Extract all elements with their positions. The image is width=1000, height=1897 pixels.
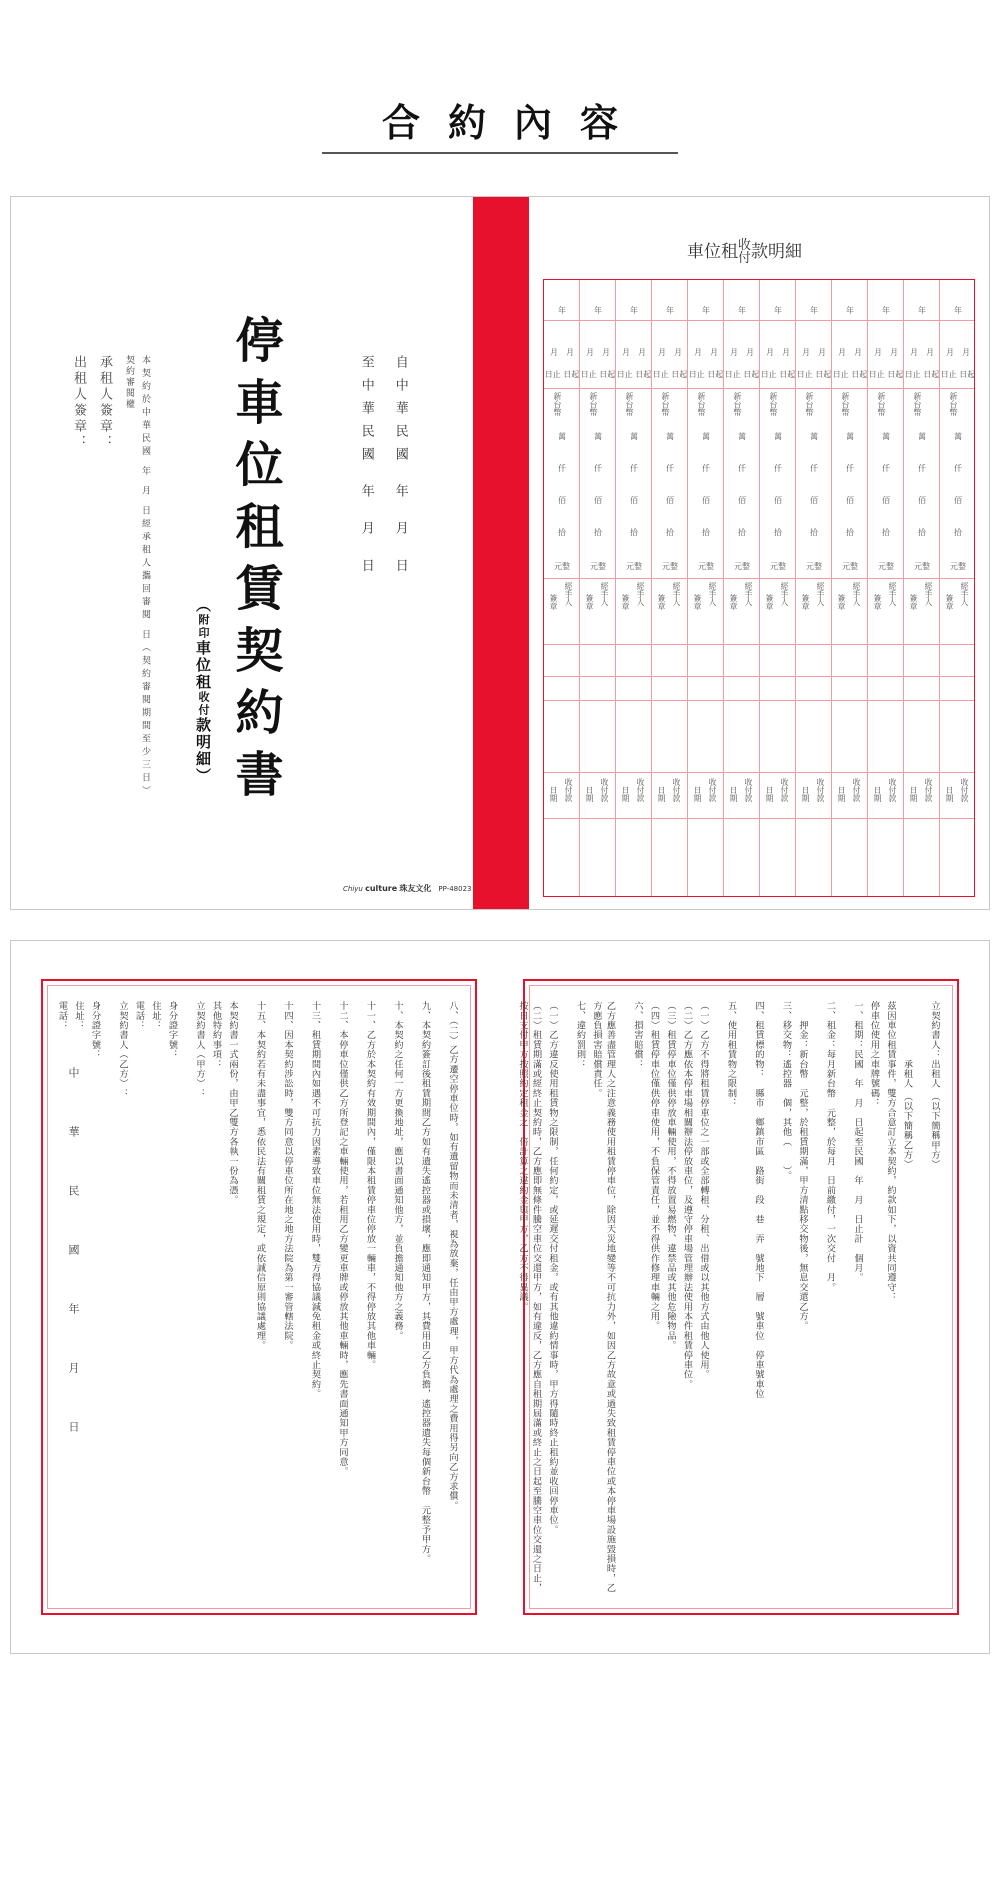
yuan-zheng-label: 元整 xyxy=(914,562,930,571)
contract-clause: （二）租賃期滿或經終止契約時，乙方應即無條件騰空車位交還甲方，如有違反，乙方應自租期屆滿或終止之日起至騰空車位交還之日止，按日支付甲方按照約定租金之 倍計算之違約金與甲方，乙方不得異議。 xyxy=(517,1001,542,1593)
review-label: 契約審閱權 xyxy=(124,355,134,410)
qian-label: 仟 xyxy=(702,464,710,473)
wan-label: 萬 xyxy=(558,432,566,441)
day-label: 日止 日起 xyxy=(796,370,832,379)
contract-clause: （一）乙方不得將租賃停車位之一部或全部轉租、分租、出借或以其他方式由他人使用。 xyxy=(698,1001,709,1380)
year-label: 年 xyxy=(846,306,854,315)
year-label: 年 xyxy=(630,306,638,315)
contract-clause: 一、租期：民國 年 月 日起至民國 年 月 日止計 個月。 xyxy=(852,1001,863,1283)
bai-label: 佰 xyxy=(738,496,746,505)
wan-label: 萬 xyxy=(846,432,854,441)
yuan-zheng-label: 元整 xyxy=(878,562,894,571)
receipt-column xyxy=(904,280,940,896)
currency-label: 新台幣 xyxy=(625,392,634,416)
terms-frame-right xyxy=(517,979,959,1615)
handler-label: 經手人 xyxy=(780,582,789,606)
year-label: 年 xyxy=(774,306,782,315)
recv-pay-label: 收付款 xyxy=(852,778,861,802)
sign-label: 簽章 xyxy=(657,594,666,610)
date-label: 日期 xyxy=(801,786,810,802)
recv-pay-label: 收付款 xyxy=(816,778,825,802)
contract-clause: 茲因車位租賃事件，雙方合意訂立本契約，約款如下，以資共同遵守： xyxy=(885,1001,896,1302)
contract-clause: （四）租賃停車位僅供停車使用，不負保管責任，並不得供作修理車輛之用。 xyxy=(648,1001,660,1331)
bai-label: 佰 xyxy=(558,496,566,505)
lease-end-date: 自中華民國 年 月 日 xyxy=(392,355,408,582)
recv-pay-label: 收付款 xyxy=(960,778,969,802)
date-line-char: 中 xyxy=(67,1067,80,1080)
qian-label: 仟 xyxy=(558,464,566,473)
bai-label: 佰 xyxy=(918,496,926,505)
yuan-zheng-label: 元整 xyxy=(698,562,714,571)
contract-clause: 其他特約事項： xyxy=(210,1001,222,1069)
yuan-zheng-label: 元整 xyxy=(626,562,642,571)
signing-date-line xyxy=(65,1067,81,1480)
shi-label: 拾 xyxy=(666,528,674,537)
handler-label: 經手人 xyxy=(672,582,681,606)
contract-clause: 六、損害賠償： xyxy=(632,1001,643,1069)
sign-label: 簽章 xyxy=(837,594,846,610)
contract-clause: （二）乙方應依本停車場相關辦法停放車位，及遵守停車場管理辦法使用本件租賃停車位。 xyxy=(681,1001,693,1389)
yuan-zheng-label: 元整 xyxy=(590,562,606,571)
year-label: 年 xyxy=(594,306,602,315)
contract-clause: 立契約書人（乙方）： xyxy=(117,1001,128,1098)
day-label: 日止 日起 xyxy=(904,370,940,379)
wan-label: 萬 xyxy=(918,432,926,441)
contract-clause: 停車位使用之車牌號碼： xyxy=(868,1001,880,1108)
contract-terms-spread xyxy=(10,940,990,1654)
lessee-sign-label: 承租人簽章： xyxy=(97,355,112,451)
month-label: 月 月 xyxy=(550,348,574,357)
contract-clause: 身分證字號： xyxy=(166,1001,178,1060)
month-label: 月 月 xyxy=(766,348,790,357)
contract-clauses-continued xyxy=(52,1001,459,1597)
contract-clause: 二、租金：每月新台幣 元整，於每月 日前繳付，一次交付 月。 xyxy=(824,1001,836,1292)
bai-label: 佰 xyxy=(882,496,890,505)
year-label: 年 xyxy=(954,306,962,315)
contract-clause: 十、本契約之任何一方更換地址，應以書面通知他方，並負擔通知他方之義務。 xyxy=(392,1001,403,1341)
day-label: 日止 日起 xyxy=(832,370,868,379)
contract-clause: 十一、乙方於本契約有效期間內，僅限本租賃停車位停放一輛車，不得停放其他車輛。 xyxy=(364,1001,376,1370)
receipt-title: 車位租收 付款明細 xyxy=(687,238,803,266)
contract-clause: 押金：新台幣 元整，於租賃期滿，甲方清點移交物後，無息交還乙方。 xyxy=(797,1001,808,1331)
contract-clause: 身分證字號： xyxy=(89,1001,101,1060)
year-label: 年 xyxy=(702,306,710,315)
contract-clause: 電話： xyxy=(133,1001,145,1031)
shi-label: 拾 xyxy=(954,528,962,537)
date-label: 日期 xyxy=(621,786,630,802)
bai-label: 佰 xyxy=(954,496,962,505)
recv-pay-label: 收付款 xyxy=(600,778,609,802)
recv-pay-label: 收付款 xyxy=(708,778,717,802)
bai-label: 佰 xyxy=(774,496,782,505)
qian-label: 仟 xyxy=(882,464,890,473)
date-line-char: 年 xyxy=(67,1303,80,1316)
contract-clause: 八、（二）乙方遷空停車位時，如有遺留物而未清者，視為放棄，任由甲方處理，甲方代為處理之費用得另向乙方求償。 xyxy=(447,1001,458,1511)
contract-clause: 五、使用租賃物之限制： xyxy=(725,1001,737,1108)
yuan-zheng-label: 元整 xyxy=(734,562,750,571)
month-label: 月 月 xyxy=(694,348,718,357)
handler-label: 經手人 xyxy=(708,582,717,606)
day-label: 日止 日起 xyxy=(868,370,904,379)
shi-label: 拾 xyxy=(918,528,926,537)
handler-label: 經手人 xyxy=(564,582,573,606)
month-label: 月 月 xyxy=(838,348,862,357)
sign-label: 簽章 xyxy=(801,594,810,610)
bai-label: 佰 xyxy=(810,496,818,505)
date-label: 日期 xyxy=(837,786,846,802)
qian-label: 仟 xyxy=(774,464,782,473)
contract-clause: 四、租賃標的物： 縣市 鄉鎮市區 路街 段 巷 弄 號地下 層 號車位 停車號車位 xyxy=(753,1001,764,1399)
lessor-sign-label: 出租人簽章： xyxy=(71,355,86,451)
qian-label: 仟 xyxy=(954,464,962,473)
receipt-column xyxy=(760,280,796,896)
contract-clause: 十三、租賃期間內如遇不可抗力因素導致車位無法使用時，雙方得協議減免租金或終止契約。 xyxy=(309,1001,321,1399)
date-line-char: 日 xyxy=(67,1421,80,1434)
yuan-zheng-label: 元整 xyxy=(554,562,570,571)
date-line-char: 民 xyxy=(67,1185,80,1198)
month-label: 月 月 xyxy=(622,348,646,357)
brand-mark: Chiyu culture 珠友文化 PP-48023 xyxy=(343,884,472,893)
handler-label: 經手人 xyxy=(636,582,645,606)
currency-label: 新台幣 xyxy=(805,392,814,416)
shi-label: 拾 xyxy=(558,528,566,537)
day-label: 日止 日起 xyxy=(580,370,616,379)
contract-clause: 本契約書一式兩份，由甲乙雙方各執一份為憑。 xyxy=(227,1001,238,1205)
qian-label: 仟 xyxy=(738,464,746,473)
contract-clause: 十二、本停車位僅供乙方所登記之車輛使用，若租用乙方變更車牌或停放其他車輛時，應先書面通知甲方同意。 xyxy=(337,1001,348,1477)
recv-pay-label: 收付款 xyxy=(924,778,933,802)
currency-label: 新台幣 xyxy=(913,392,922,416)
qian-label: 仟 xyxy=(918,464,926,473)
month-label: 月 月 xyxy=(586,348,610,357)
date-label: 日期 xyxy=(549,786,558,802)
yuan-zheng-label: 元整 xyxy=(806,562,822,571)
yuan-zheng-label: 元整 xyxy=(662,562,678,571)
contract-clause: 電話： xyxy=(56,1001,68,1031)
contract-clause: 立契約書人（甲方）： xyxy=(194,1001,205,1098)
recv-pay-label: 收付款 xyxy=(780,778,789,802)
contract-clause: 十五、本契約若有未盡事宜，悉依民法有關租賃之規定，或依誠信原則協議處理。 xyxy=(254,1001,266,1351)
date-line-char: 華 xyxy=(67,1126,80,1139)
qian-label: 仟 xyxy=(810,464,818,473)
wan-label: 萬 xyxy=(954,432,962,441)
sign-label: 簽章 xyxy=(549,594,558,610)
sign-label: 簽章 xyxy=(729,594,738,610)
handler-label: 經手人 xyxy=(600,582,609,606)
currency-label: 新台幣 xyxy=(949,392,958,416)
shi-label: 拾 xyxy=(846,528,854,537)
month-label: 月 月 xyxy=(730,348,754,357)
currency-label: 新台幣 xyxy=(697,392,706,416)
month-label: 月 月 xyxy=(874,348,898,357)
handler-label: 經手人 xyxy=(924,582,933,606)
red-spine-band xyxy=(473,197,529,910)
contract-clause: 三、移交物：遙控器 個，其他（ ）。 xyxy=(780,1001,792,1181)
contract-clause: 住址： xyxy=(150,1001,161,1031)
sign-label: 簽章 xyxy=(765,594,774,610)
month-label: 月 月 xyxy=(910,348,934,357)
date-label: 日期 xyxy=(765,786,774,802)
recv-pay-label: 收付款 xyxy=(564,778,573,802)
yuan-zheng-label: 元整 xyxy=(950,562,966,571)
page-title: 合約內容 xyxy=(381,101,646,145)
year-label: 年 xyxy=(666,306,674,315)
year-label: 年 xyxy=(738,306,746,315)
receipt-column xyxy=(868,280,904,896)
shi-label: 拾 xyxy=(738,528,746,537)
contract-clause: 立契約書人：出租人 （以下簡稱甲方） xyxy=(929,1001,940,1170)
year-label: 年 xyxy=(810,306,818,315)
wan-label: 萬 xyxy=(594,432,602,441)
shi-label: 拾 xyxy=(594,528,602,537)
currency-label: 新台幣 xyxy=(661,392,670,416)
contract-clause: 七、違約罰則： xyxy=(574,1001,586,1069)
receipt-column xyxy=(832,280,868,896)
date-line-char: 月 xyxy=(67,1362,80,1375)
month-label: 月 月 xyxy=(658,348,682,357)
receipt-column xyxy=(544,280,580,896)
year-label: 年 xyxy=(918,306,926,315)
recv-pay-label: 收付款 xyxy=(744,778,753,802)
qian-label: 仟 xyxy=(594,464,602,473)
wan-label: 萬 xyxy=(774,432,782,441)
qian-label: 仟 xyxy=(630,464,638,473)
yuan-zheng-label: 元整 xyxy=(842,562,858,571)
day-label: 日止 日起 xyxy=(652,370,688,379)
currency-label: 新台幣 xyxy=(841,392,850,416)
bai-label: 佰 xyxy=(846,496,854,505)
date-label: 日期 xyxy=(729,786,738,802)
contract-subtitle: （附印車位租收付款明細） xyxy=(194,597,212,785)
contract-clause: 住址： xyxy=(73,1001,84,1031)
receipt-column xyxy=(940,280,976,896)
wan-label: 萬 xyxy=(810,432,818,441)
sign-label: 簽章 xyxy=(693,594,702,610)
handler-label: 經手人 xyxy=(960,582,969,606)
currency-label: 新台幣 xyxy=(733,392,742,416)
sign-label: 簽章 xyxy=(621,594,630,610)
contract-title: 停車位租賃契約書 xyxy=(227,315,283,811)
day-label: 日止 日起 xyxy=(616,370,652,379)
receipt-column xyxy=(580,280,616,896)
contract-clause: （三）租賃停車位僅供停放車輛使用，不得放置易燃物、違禁品或其他危險物品。 xyxy=(665,1001,676,1351)
year-label: 年 xyxy=(558,306,566,315)
wan-label: 萬 xyxy=(702,432,710,441)
handler-label: 經手人 xyxy=(852,582,861,606)
receipt-column xyxy=(688,280,724,896)
date-label: 日期 xyxy=(945,786,954,802)
currency-label: 新台幣 xyxy=(553,392,562,416)
shi-label: 拾 xyxy=(774,528,782,537)
day-label: 日止 日起 xyxy=(760,370,796,379)
date-label: 日期 xyxy=(909,786,918,802)
bai-label: 佰 xyxy=(630,496,638,505)
lease-start-date: 至中華民國 年 月 日 xyxy=(358,355,374,582)
contract-clause: 十四、因本契約涉訟時，雙方同意以停車位所在地之地方法院為第一審管轄法院。 xyxy=(282,1001,293,1351)
contract-clauses xyxy=(513,1001,942,1597)
cover-spread xyxy=(10,196,990,910)
day-label: 日止 日起 xyxy=(688,370,724,379)
sign-label: 簽章 xyxy=(945,594,954,610)
shi-label: 拾 xyxy=(630,528,638,537)
date-label: 日期 xyxy=(585,786,594,802)
wan-label: 萬 xyxy=(882,432,890,441)
date-label: 日期 xyxy=(657,786,666,802)
receipt-column xyxy=(724,280,760,896)
contract-clause: 乙方應善盡管理人之注意義務使用租賃停車位，除因天災地變等不可抗力外，如因乙方故意或過失致租賃停車位或本停車場設施毀損時，乙方應負損害賠償責任。 xyxy=(591,1001,616,1593)
recv-pay-label: 收付款 xyxy=(888,778,897,802)
bai-label: 佰 xyxy=(702,496,710,505)
wan-label: 萬 xyxy=(630,432,638,441)
shi-label: 拾 xyxy=(702,528,710,537)
day-label: 日止 日起 xyxy=(940,370,976,379)
qian-label: 仟 xyxy=(846,464,854,473)
currency-label: 新台幣 xyxy=(877,392,886,416)
contract-clause: （一）乙方違反使用租賃物之限制，任何約定，或延遲交付租金，或有其他違約情事時，甲方得隨時終止租約並收回停車位。 xyxy=(547,1001,558,1535)
month-label: 月 月 xyxy=(946,348,970,357)
currency-label: 新台幣 xyxy=(589,392,598,416)
date-label: 日期 xyxy=(873,786,882,802)
receipt-column xyxy=(796,280,832,896)
receipt-column xyxy=(616,280,652,896)
handler-label: 經手人 xyxy=(744,582,753,606)
recv-pay-label: 收付款 xyxy=(672,778,681,802)
title-underline xyxy=(322,152,678,154)
sign-label: 簽章 xyxy=(909,594,918,610)
receipt-grid xyxy=(543,279,975,897)
handler-label: 經手人 xyxy=(816,582,825,606)
day-label: 日止 日起 xyxy=(724,370,760,379)
currency-label: 新台幣 xyxy=(769,392,778,416)
wan-label: 萬 xyxy=(666,432,674,441)
bai-label: 佰 xyxy=(594,496,602,505)
handler-label: 經手人 xyxy=(888,582,897,606)
terms-frame-left xyxy=(41,979,477,1615)
contract-clause: 承租人 （以下簡稱乙方） xyxy=(901,1001,913,1170)
sign-label: 簽章 xyxy=(585,594,594,610)
shi-label: 拾 xyxy=(810,528,818,537)
year-label: 年 xyxy=(882,306,890,315)
review-text: 本契約於中華民國 年 月 日經承租人攜回審閱 日（契約審閱期間至少三日） xyxy=(140,355,150,799)
date-line-char: 國 xyxy=(67,1244,80,1257)
yuan-zheng-label: 元整 xyxy=(770,562,786,571)
date-label: 日期 xyxy=(693,786,702,802)
bai-label: 佰 xyxy=(666,496,674,505)
month-label: 月 月 xyxy=(802,348,826,357)
day-label: 日止 日起 xyxy=(544,370,580,379)
contract-clause: 九、本契約簽訂後租賃期間乙方如有遺失遙控器或損壞，應即通知甲方，其費用由乙方負擔，遙控器遺失每個新台幣 元整予甲方。 xyxy=(419,1001,431,1564)
sign-label: 簽章 xyxy=(873,594,882,610)
recv-pay-label: 收付款 xyxy=(636,778,645,802)
receipt-column xyxy=(652,280,688,896)
shi-label: 拾 xyxy=(882,528,890,537)
wan-label: 萬 xyxy=(738,432,746,441)
qian-label: 仟 xyxy=(666,464,674,473)
